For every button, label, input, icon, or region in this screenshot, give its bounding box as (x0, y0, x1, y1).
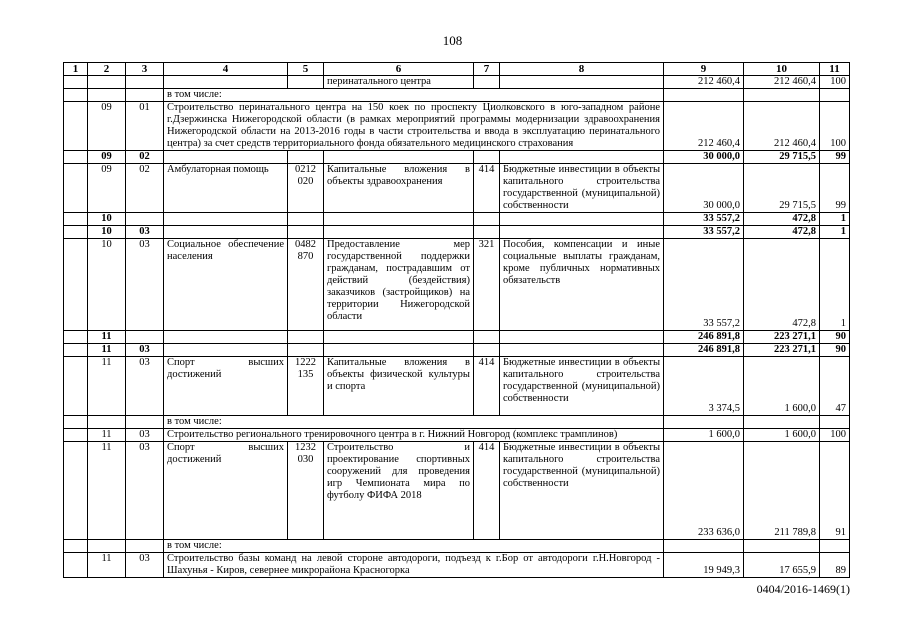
empty-cell (474, 226, 500, 239)
expense-type-cell: Бюджетные инвестиции в объекты капитального строительства государственной (муниципальной) собственности (500, 357, 664, 416)
percent-cell: 99 (820, 164, 850, 213)
empty-cell (64, 416, 88, 429)
empty-cell (64, 213, 88, 226)
subsection-code-cell: 03 (126, 429, 164, 442)
empty-cell (744, 89, 820, 102)
empty-cell (64, 331, 88, 344)
empty-cell (664, 89, 744, 102)
budget-table (63, 62, 850, 578)
subsection-code-cell: 02 (126, 151, 164, 164)
expense-type-code-cell: 414 (474, 357, 500, 416)
table-row (64, 331, 850, 344)
planned-amount-cell: 19 949,3 (664, 553, 744, 578)
section-code-cell: 11 (88, 357, 126, 416)
empty-cell (820, 89, 850, 102)
empty-cell (88, 540, 126, 553)
subsection-name-cell: Спорт высших достижений (164, 357, 288, 416)
target-article-cell: Строительство и проектирование спортивных сооружений для проведения игр Чемпионата мира по футболу ФИФА 2018 (324, 442, 474, 540)
percent-cell: 1 (820, 239, 850, 331)
column-header-3: 3 (126, 63, 164, 76)
object-description-cell: Строительство перинатального центра на 150 коек по проспекту Циолковского в юго-западном районе г.Дзержинска Нижегородской области (в рамках мероприятий программы модернизации здравоохранения Нижегородской области на 2013-2016 годы в части строительства и ввода в эксплуатацию перинатального центра) за счет средств территориального фонда обязательного медицинского страхования (164, 102, 664, 151)
empty-cell (288, 76, 324, 89)
target-article-code-cell: 0482 870 (288, 239, 324, 331)
table-row (64, 213, 850, 226)
table-row (64, 540, 850, 553)
empty-cell (64, 76, 88, 89)
subsection-code-cell (126, 331, 164, 344)
empty-cell (64, 344, 88, 357)
target-article-cell: Предоставление мер государственной поддержки гражданам, пострадавшим от действий (бездействия) заказчиков (застройщиков) на территории Нижегородской области (324, 239, 474, 331)
empty-cell (64, 239, 88, 331)
column-header-6: 6 (324, 63, 474, 76)
section-code-cell: 09 (88, 164, 126, 213)
executed-amount-cell: 1 600,0 (744, 429, 820, 442)
executed-amount-cell: 211 789,8 (744, 442, 820, 540)
empty-cell (474, 344, 500, 357)
page-number: 108 (442, 33, 463, 48)
empty-cell (164, 344, 288, 357)
percent-cell: 90 (820, 331, 850, 344)
executed-amount-cell: 472,8 (744, 226, 820, 239)
empty-cell (288, 213, 324, 226)
note-cell: в том числе: (164, 540, 664, 553)
empty-cell (744, 416, 820, 429)
empty-cell (288, 226, 324, 239)
column-header-5: 5 (288, 63, 324, 76)
empty-cell (288, 151, 324, 164)
table-row (64, 151, 850, 164)
empty-cell (164, 151, 288, 164)
subsection-code-cell: 03 (126, 553, 164, 578)
expense-type-code-cell: 321 (474, 239, 500, 331)
empty-cell (474, 331, 500, 344)
empty-cell (820, 416, 850, 429)
empty-cell (64, 540, 88, 553)
table-row (64, 442, 850, 540)
note-cell: в том числе: (164, 89, 664, 102)
empty-cell (126, 89, 164, 102)
subsection-code-cell: 03 (126, 442, 164, 540)
planned-amount-cell: 33 557,2 (664, 213, 744, 226)
column-header-8: 8 (500, 63, 664, 76)
planned-amount-cell: 233 636,0 (664, 442, 744, 540)
table-header-row (64, 63, 850, 76)
empty-cell (664, 540, 744, 553)
empty-cell (88, 416, 126, 429)
empty-cell (164, 331, 288, 344)
table-row (64, 89, 850, 102)
percent-cell: 47 (820, 357, 850, 416)
expense-type-cell: Бюджетные инвестиции в объекты капитального строительства государственной (муниципальной) собственности (500, 442, 664, 540)
executed-amount-cell: 472,8 (744, 239, 820, 331)
section-code-cell: 11 (88, 442, 126, 540)
subsection-code-cell: 03 (126, 239, 164, 331)
percent-cell: 100 (820, 76, 850, 89)
empty-cell (64, 89, 88, 102)
empty-cell (500, 151, 664, 164)
empty-cell (500, 213, 664, 226)
planned-amount-cell: 1 600,0 (664, 429, 744, 442)
subsection-code-cell: 02 (126, 164, 164, 213)
column-header-2: 2 (88, 63, 126, 76)
object-description-cell: Строительство базы команд на левой стороне автодороги, подъезд к г.Бор от автодороги г.Н.Новгород - Шахунья - Киров, севернее микрорайона Красногорка (164, 553, 664, 578)
empty-cell (324, 213, 474, 226)
empty-cell (500, 226, 664, 239)
empty-cell (500, 76, 664, 89)
empty-cell (126, 416, 164, 429)
empty-cell (324, 331, 474, 344)
expense-type-cell: Пособия, компенсации и иные социальные выплаты гражданам, кроме публичных нормативных обязательств (500, 239, 664, 331)
document-code: 0404/2016-1469(1) (756, 582, 850, 596)
planned-amount-cell: 3 374,5 (664, 357, 744, 416)
section-code-cell: 09 (88, 102, 126, 151)
section-code-cell: 11 (88, 331, 126, 344)
empty-cell (500, 344, 664, 357)
column-header-4: 4 (164, 63, 288, 76)
planned-amount-cell: 33 557,2 (664, 239, 744, 331)
empty-cell (288, 331, 324, 344)
expense-type-cell: Бюджетные инвестиции в объекты капитального строительства государственной (муниципальной) собственности (500, 164, 664, 213)
table-row (64, 226, 850, 239)
empty-cell (288, 344, 324, 357)
executed-amount-cell: 223 271,1 (744, 331, 820, 344)
empty-cell (744, 540, 820, 553)
column-header-10: 10 (744, 63, 820, 76)
target-article-code-cell: 0212 020 (288, 164, 324, 213)
empty-cell (164, 76, 288, 89)
percent-cell: 1 (820, 213, 850, 226)
table-row (64, 416, 850, 429)
subsection-code-cell: 03 (126, 226, 164, 239)
empty-cell (64, 102, 88, 151)
executed-amount-cell: 472,8 (744, 213, 820, 226)
executed-amount-cell: 1 600,0 (744, 357, 820, 416)
empty-cell (64, 151, 88, 164)
target-article-cell: перинатального центра (324, 76, 474, 89)
target-article-code-cell: 1232 030 (288, 442, 324, 540)
empty-cell (664, 416, 744, 429)
planned-amount-cell: 30 000,0 (664, 151, 744, 164)
percent-cell: 99 (820, 151, 850, 164)
percent-cell: 91 (820, 442, 850, 540)
column-header-11: 11 (820, 63, 850, 76)
empty-cell (324, 226, 474, 239)
column-header-9: 9 (664, 63, 744, 76)
planned-amount-cell: 212 460,4 (664, 76, 744, 89)
executed-amount-cell: 17 655,9 (744, 553, 820, 578)
subsection-code-cell: 03 (126, 344, 164, 357)
empty-cell (820, 540, 850, 553)
table-row (64, 102, 850, 151)
object-description-cell: Строительство регионального тренировочного центра в г. Нижний Новгород (комплекс трамплинов) (164, 429, 664, 442)
section-code-cell: 11 (88, 429, 126, 442)
empty-cell (474, 76, 500, 89)
planned-amount-cell: 246 891,8 (664, 331, 744, 344)
table-row (64, 76, 850, 89)
table-row (64, 344, 850, 357)
empty-cell (64, 442, 88, 540)
percent-cell: 90 (820, 344, 850, 357)
percent-cell: 100 (820, 429, 850, 442)
empty-cell (324, 344, 474, 357)
empty-cell (164, 226, 288, 239)
target-article-code-cell: 1222 135 (288, 357, 324, 416)
note-cell: в том числе: (164, 416, 664, 429)
table-row (64, 239, 850, 331)
percent-cell: 100 (820, 102, 850, 151)
subsection-code-cell: 01 (126, 102, 164, 151)
empty-cell (64, 429, 88, 442)
section-code-cell: 10 (88, 213, 126, 226)
subsection-name-cell: Амбулаторная помощь (164, 164, 288, 213)
executed-amount-cell: 212 460,4 (744, 76, 820, 89)
subsection-name-cell: Спорт высших достижений (164, 442, 288, 540)
expense-type-code-cell: 414 (474, 164, 500, 213)
planned-amount-cell: 30 000,0 (664, 164, 744, 213)
empty-cell (126, 76, 164, 89)
planned-amount-cell: 246 891,8 (664, 344, 744, 357)
empty-cell (164, 213, 288, 226)
empty-cell (474, 213, 500, 226)
planned-amount-cell: 33 557,2 (664, 226, 744, 239)
executed-amount-cell: 29 715,5 (744, 151, 820, 164)
table-row (64, 429, 850, 442)
executed-amount-cell: 212 460,4 (744, 102, 820, 151)
empty-cell (64, 226, 88, 239)
table-row (64, 164, 850, 213)
executed-amount-cell: 223 271,1 (744, 344, 820, 357)
percent-cell: 1 (820, 226, 850, 239)
table-row (64, 357, 850, 416)
percent-cell: 89 (820, 553, 850, 578)
empty-cell (88, 76, 126, 89)
planned-amount-cell: 212 460,4 (664, 102, 744, 151)
section-code-cell: 11 (88, 344, 126, 357)
empty-cell (500, 331, 664, 344)
section-code-cell: 11 (88, 553, 126, 578)
section-code-cell: 10 (88, 239, 126, 331)
executed-amount-cell: 29 715,5 (744, 164, 820, 213)
section-code-cell: 09 (88, 151, 126, 164)
expense-type-code-cell: 414 (474, 442, 500, 540)
section-code-cell: 10 (88, 226, 126, 239)
subsection-name-cell: Социальное обеспечение населения (164, 239, 288, 331)
subsection-code-cell (126, 213, 164, 226)
column-header-1: 1 (64, 63, 88, 76)
empty-cell (324, 151, 474, 164)
empty-cell (126, 540, 164, 553)
target-article-cell: Капитальные вложения в объекты здравоохранения (324, 164, 474, 213)
empty-cell (64, 164, 88, 213)
column-header-7: 7 (474, 63, 500, 76)
subsection-code-cell: 03 (126, 357, 164, 416)
empty-cell (88, 89, 126, 102)
empty-cell (474, 151, 500, 164)
target-article-cell: Капитальные вложения в объекты физической культуры и спорта (324, 357, 474, 416)
empty-cell (64, 357, 88, 416)
table-row (64, 553, 850, 578)
empty-cell (64, 553, 88, 578)
